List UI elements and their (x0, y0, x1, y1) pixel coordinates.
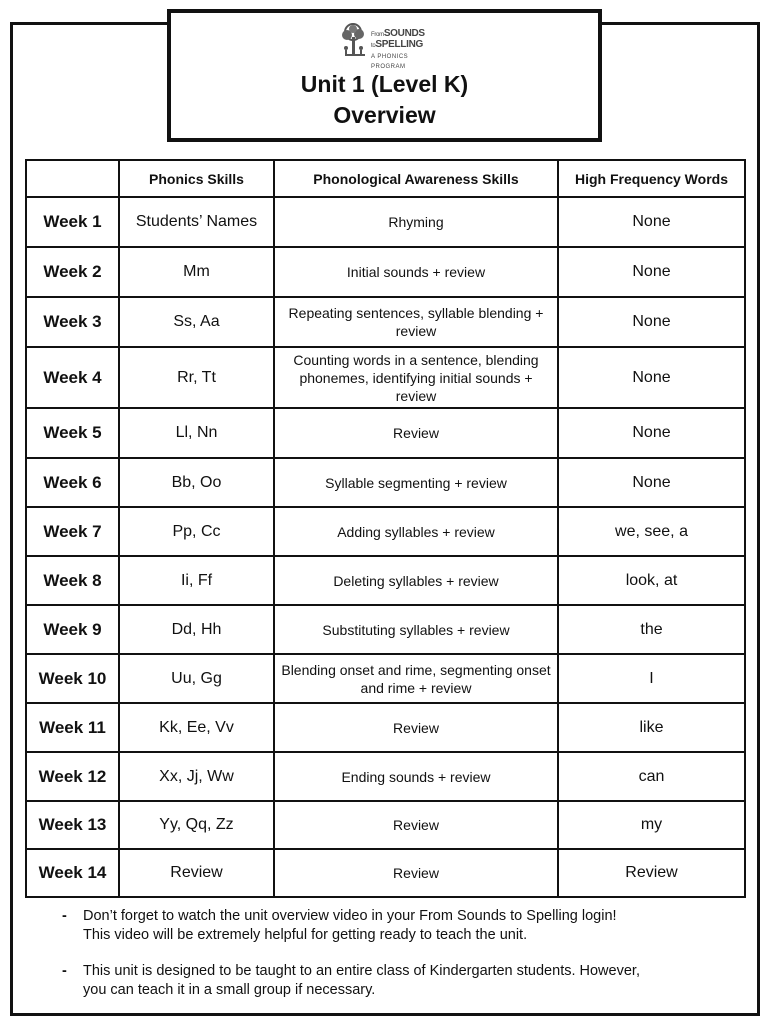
high-frequency-words-cell: None (558, 247, 745, 297)
week-cell: Week 12 (26, 752, 119, 801)
high-frequency-words-cell: look, at (558, 556, 745, 605)
high-frequency-words-cell: None (558, 347, 745, 408)
high-frequency-words-cell: None (558, 197, 745, 247)
high-frequency-words-cell: we, see, a (558, 507, 745, 556)
phonological-awareness-cell: Review (274, 408, 558, 458)
notes-list (62, 907, 742, 1017)
phonics-cell: Ii, Ff (119, 556, 274, 605)
note-item (62, 962, 742, 1000)
program-logo (339, 23, 439, 70)
phonics-cell: Review (119, 849, 274, 897)
phonological-awareness-cell: Counting words in a sentence, blending phonemes, identifying initial sounds + review (274, 347, 558, 408)
page-title (171, 69, 598, 131)
note-line: Don’t forget to watch the unit overview video in your From Sounds to Spelling login! (83, 908, 617, 924)
table-row (26, 752, 745, 801)
header-phonics-skills: Phonics Skills (119, 160, 274, 197)
high-frequency-words-cell: None (558, 408, 745, 458)
phonics-cell: Students’ Names (119, 197, 274, 247)
high-frequency-words-cell: can (558, 752, 745, 801)
phonics-cell: Yy, Qq, Zz (119, 801, 274, 849)
week-cell: Week 11 (26, 703, 119, 752)
phonics-cell: Pp, Cc (119, 507, 274, 556)
week-cell: Week 10 (26, 654, 119, 703)
week-cell: Week 6 (26, 458, 119, 507)
note-line: This unit is designed to be taught to an entire class of Kindergarten students. However, (83, 963, 640, 979)
phonological-awareness-cell: Review (274, 703, 558, 752)
phonics-cell: Bb, Oo (119, 458, 274, 507)
phonics-cell: Rr, Tt (119, 347, 274, 408)
table-row (26, 297, 745, 347)
week-cell: Week 13 (26, 801, 119, 849)
note-line: This video will be extremely helpful for getting ready to teach the unit. (83, 927, 528, 943)
title-line-2: Overview (333, 102, 436, 128)
phonological-awareness-cell: Substituting syllables + review (274, 605, 558, 654)
phonological-awareness-cell: Syllable segmenting + review (274, 458, 558, 507)
week-cell: Week 2 (26, 247, 119, 297)
table-row (26, 408, 745, 458)
phonological-awareness-cell: Review (274, 849, 558, 897)
table-row (26, 605, 745, 654)
phonics-cell: Ll, Nn (119, 408, 274, 458)
phonics-cell: Kk, Ee, Vv (119, 703, 274, 752)
high-frequency-words-cell: the (558, 605, 745, 654)
header-phonological-awareness: Phonological Awareness Skills (274, 160, 558, 197)
high-frequency-words-cell: my (558, 801, 745, 849)
bullet-dash: - (62, 908, 67, 924)
unit-overview-table (25, 159, 746, 898)
phonological-awareness-cell: Adding syllables + review (274, 507, 558, 556)
phonics-cell: Uu, Gg (119, 654, 274, 703)
week-cell: Week 4 (26, 347, 119, 408)
phonological-awareness-cell: Ending sounds + review (274, 752, 558, 801)
week-cell: Week 14 (26, 849, 119, 897)
phonological-awareness-cell: Rhyming (274, 197, 558, 247)
phonics-cell: Mm (119, 247, 274, 297)
phonological-awareness-cell: Repeating sentences, syllable blending + review (274, 297, 558, 347)
table-row (26, 703, 745, 752)
phonics-cell: Ss, Aa (119, 297, 274, 347)
tree-icon (339, 23, 369, 57)
table-row (26, 247, 745, 297)
high-frequency-words-cell: like (558, 703, 745, 752)
table-row (26, 801, 745, 849)
note-line: you can teach it in a small group if necessary. (83, 982, 376, 998)
phonics-cell: Dd, Hh (119, 605, 274, 654)
week-cell: Week 8 (26, 556, 119, 605)
header-week (26, 160, 119, 197)
high-frequency-words-cell: Review (558, 849, 745, 897)
week-cell: Week 3 (26, 297, 119, 347)
table-row (26, 654, 745, 703)
table-row (26, 849, 745, 897)
phonological-awareness-cell: Initial sounds + review (274, 247, 558, 297)
week-cell: Week 9 (26, 605, 119, 654)
phonological-awareness-cell: Deleting syllables + review (274, 556, 558, 605)
table-row (26, 556, 745, 605)
bullet-dash: - (62, 963, 67, 979)
title-box (167, 9, 602, 142)
high-frequency-words-cell: None (558, 297, 745, 347)
title-line-1: Unit 1 (Level K) (300, 71, 469, 97)
phonological-awareness-cell: Blending onset and rime, segmenting onset and rime + review (274, 654, 558, 703)
phonics-cell: Xx, Jj, Ww (119, 752, 274, 801)
logo-wordmark: FromSOUNDS toSPELLING A PHONICS PROGRAM (371, 28, 425, 70)
table-row (26, 458, 745, 507)
phonological-awareness-cell: Review (274, 801, 558, 849)
high-frequency-words-cell: None (558, 458, 745, 507)
table-row (26, 347, 745, 408)
table-header-row (26, 160, 745, 197)
table-row (26, 507, 745, 556)
week-cell: Week 7 (26, 507, 119, 556)
header-high-frequency-words: High Frequency Words (558, 160, 745, 197)
high-frequency-words-cell: I (558, 654, 745, 703)
week-cell: Week 1 (26, 197, 119, 247)
note-item (62, 907, 742, 945)
week-cell: Week 5 (26, 408, 119, 458)
table-row (26, 197, 745, 247)
